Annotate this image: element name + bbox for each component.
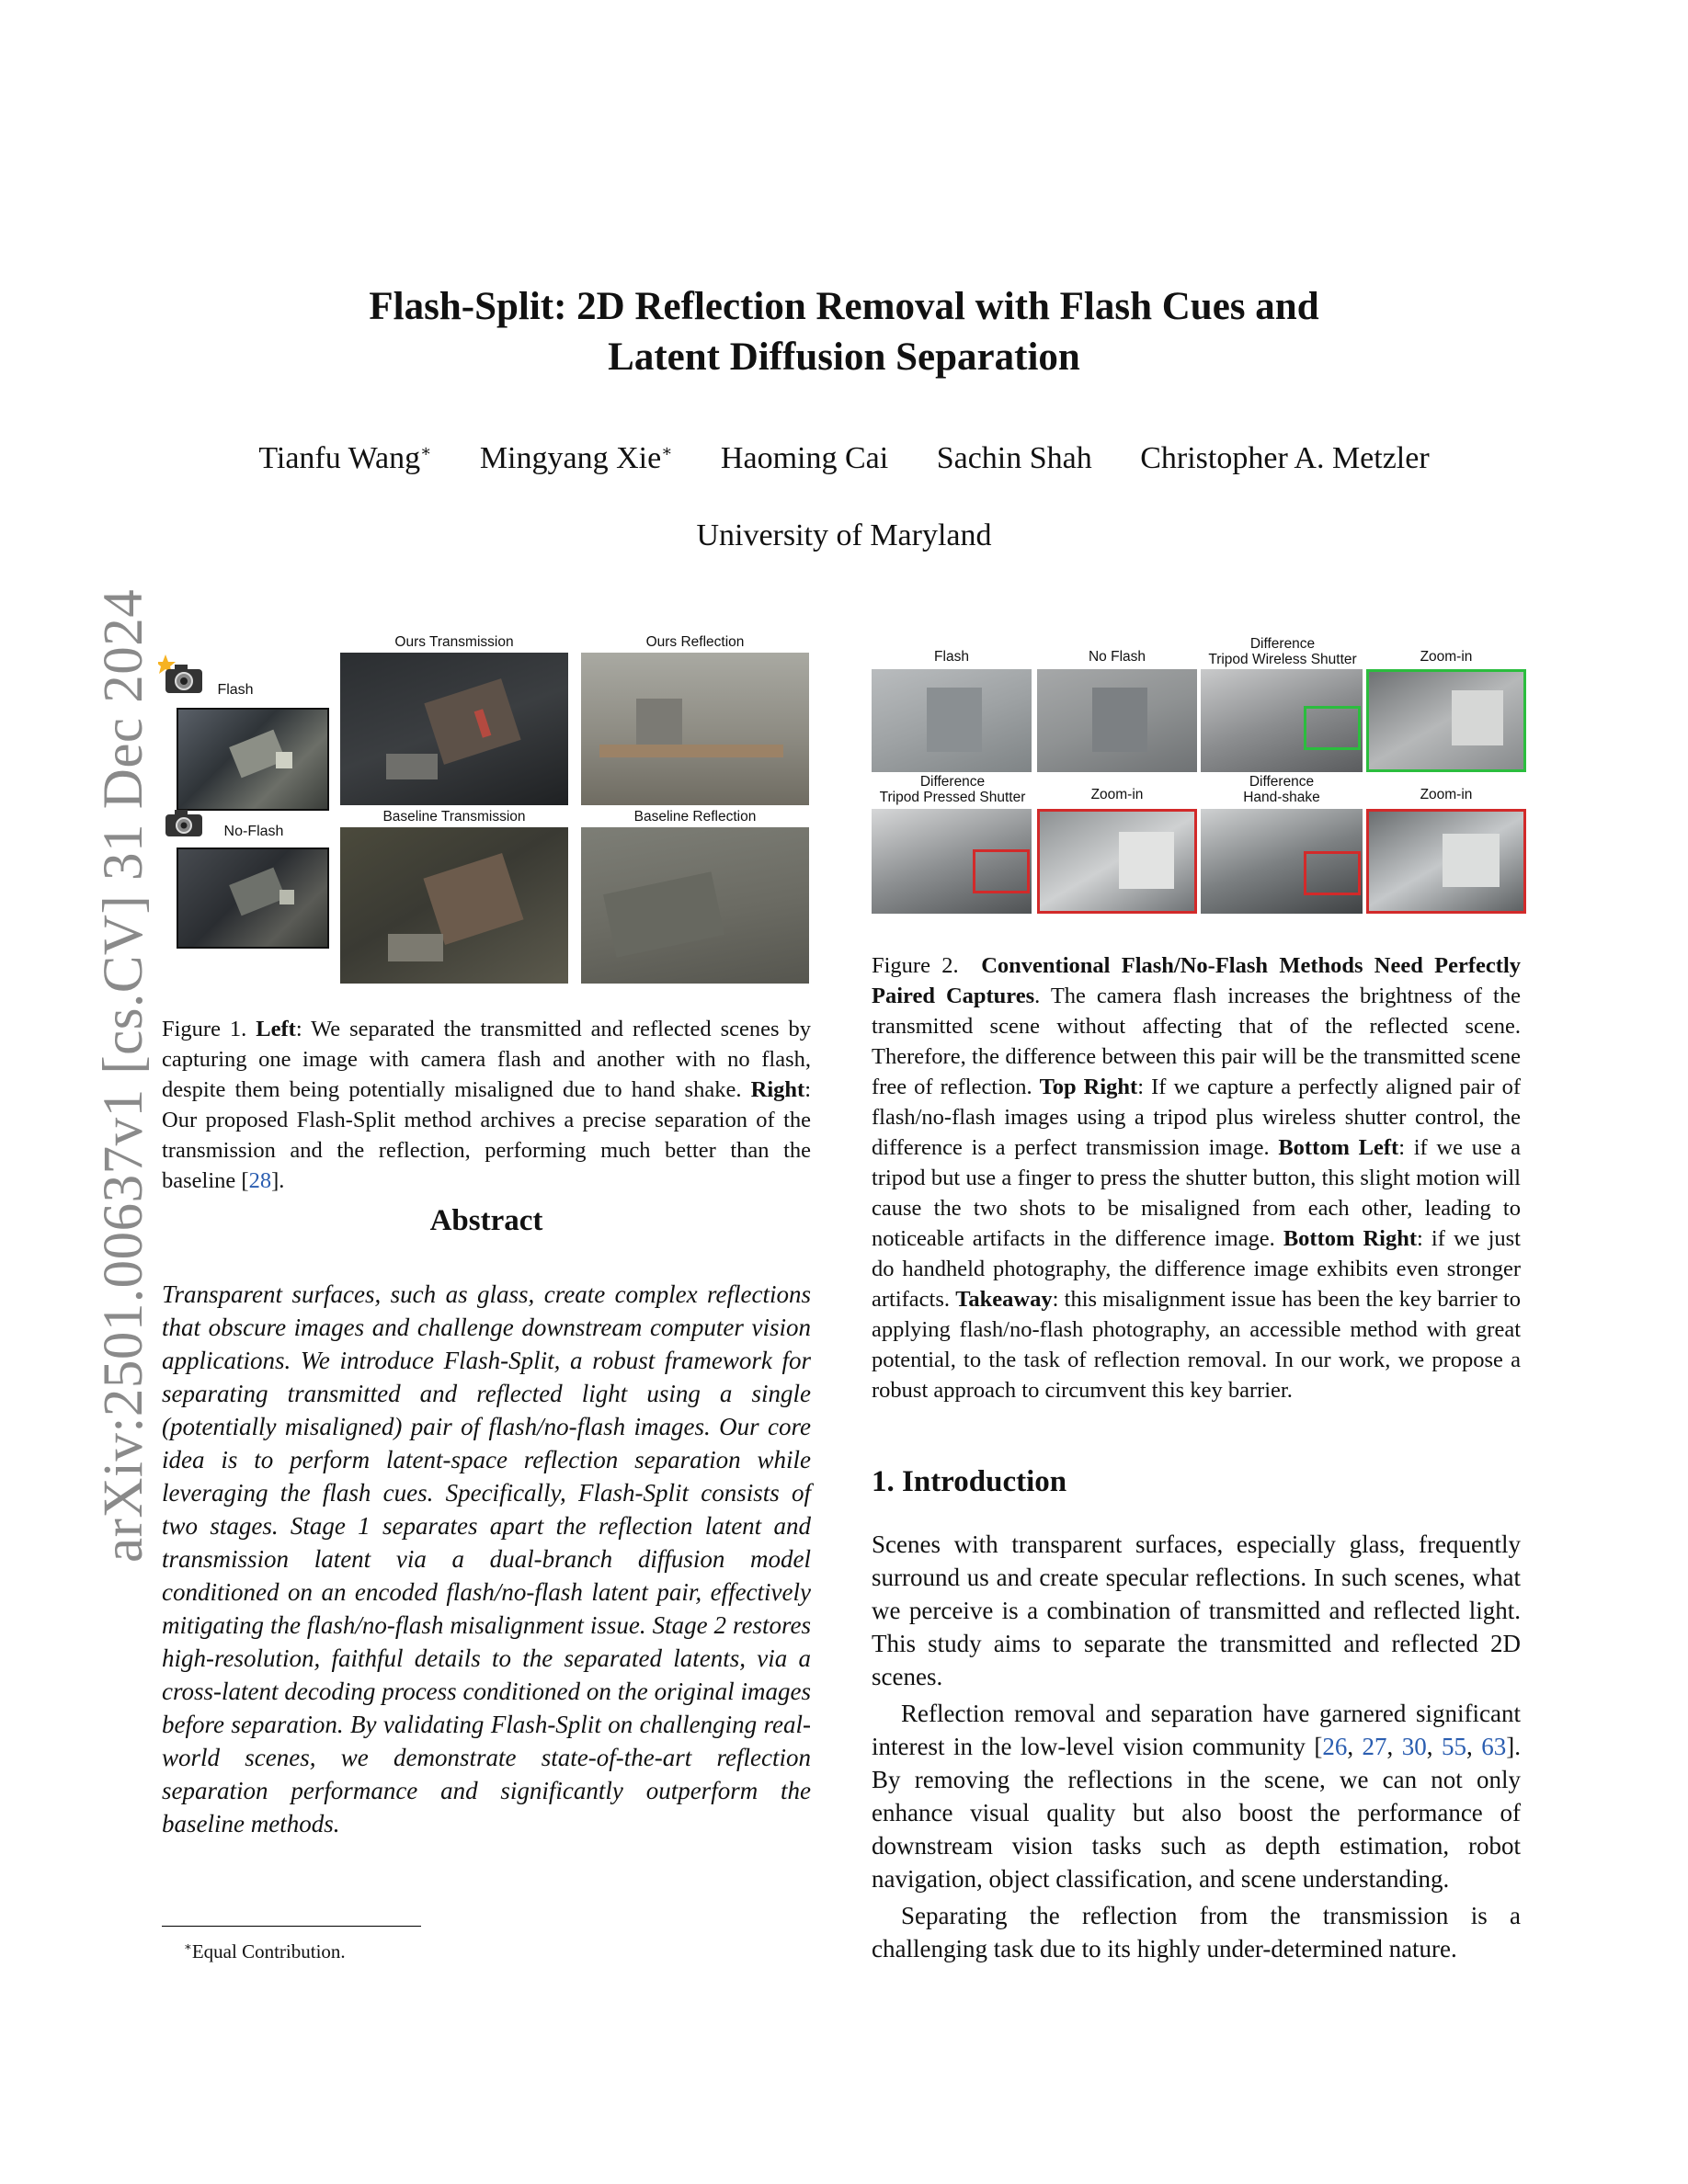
- image-detail: [279, 890, 294, 904]
- figure-2: [872, 634, 1526, 919]
- ours-transmission-image: [340, 653, 568, 805]
- zoom-in-label: Zoom-in: [1420, 787, 1473, 802]
- image-detail: [636, 699, 682, 745]
- image-detail: [424, 678, 520, 765]
- zoom-region-box: [973, 849, 1030, 893]
- figure-2-caption: [872, 950, 1521, 1405]
- ours-transmission-label: Ours Transmission: [394, 634, 514, 650]
- caption-text: : if we use a tripod but use a finger to press the shutter button, this slight motion will cause the two shots to be misaligned from each other, leading to noticeable artifacts in the difference image.: [872, 1135, 1522, 1251]
- image-detail: [1443, 834, 1500, 887]
- ours-reflection-image: [581, 653, 809, 805]
- footnote: [184, 1939, 346, 1963]
- abstract-heading: Abstract: [429, 1204, 543, 1237]
- image-detail: [603, 871, 724, 957]
- zoom-in-handshake-image: [1366, 809, 1526, 914]
- zoom-in-label: Zoom-in: [1090, 787, 1144, 802]
- caption-text: ].: [271, 1168, 285, 1193]
- introduction-body: [872, 1528, 1521, 1965]
- baseline-reflection-label: Baseline Reflection: [633, 809, 757, 825]
- footnote-mark: ∗: [184, 1939, 192, 1953]
- zoom-region-box: [1304, 851, 1361, 895]
- footnote-rule: [162, 1926, 421, 1927]
- citation-link[interactable]: 28: [248, 1168, 272, 1193]
- image-detail: [927, 688, 982, 752]
- paper-title: [184, 281, 1504, 382]
- citation-link[interactable]: 26: [1322, 1733, 1348, 1760]
- caption-text: : this misalignment issue has been the key barrier to applying flash/no-flash photography, an accessible method with great potential, to the task of reflection removal. In our work, we propose a robust approach to circumvent this key barrier.: [872, 1287, 1522, 1403]
- zoom-in-wireless-image: [1366, 669, 1526, 772]
- affiliation: University of Maryland: [696, 518, 992, 552]
- image-detail: [423, 853, 523, 945]
- diff-wireless-image: [1201, 669, 1363, 772]
- caption-title: Conventional Flash/No-Flash Methods Need Perfectly Paired Captures: [872, 953, 1522, 1008]
- author: Tianfu Wang∗: [258, 441, 432, 475]
- zoom-in-pressed-image: [1037, 809, 1197, 914]
- image-detail: [1452, 690, 1503, 745]
- camera-flash-icon: [158, 653, 206, 697]
- citation-link[interactable]: 27: [1362, 1733, 1387, 1760]
- flash-label: Flash: [934, 649, 969, 665]
- camera-noflash-icon: [164, 809, 204, 838]
- image-detail: [1092, 688, 1147, 752]
- image-detail: [599, 745, 783, 757]
- baseline-reflection-image: [581, 827, 809, 984]
- image-detail: [276, 752, 292, 768]
- author: Haoming Cai: [720, 441, 889, 475]
- baseline-transmission-label: Baseline Transmission: [382, 809, 526, 825]
- abstract-text: Transparent surfaces, such as glass, create complex reflections that obscure images and challenge downstream computer vision applications. We introduce Flash-Split, a robust framework for separating transmitted and reflected light using a single (potentially misaligned) pair of flash/no-flash images. Our core idea is to perform latent-space reflection separation while leveraging the flash cues. Specifically, Flash-Split consists of two stages. Stage 1 separates apart the reflection latent and transmission latent via a dual-branch diffusion model conditioned on an encoded flash/no-flash latent pair, effectively mitigating the flash/no-flash misalignment issue. Stage 2 restores high-resolution, faithful details to the separated latents, via a cross-latent decoding process conditioned on the original images before separation. By validating Flash-Split on challenging real-world scenes, we demonstrate state-of-the-art reflection separation performance and significantly outperform the baseline methods.: [162, 1280, 811, 1837]
- author: Sachin Shah: [936, 441, 1092, 475]
- ours-reflection-label: Ours Reflection: [645, 634, 745, 650]
- citation-link[interactable]: 30: [1401, 1733, 1427, 1760]
- title-line-1: Flash-Split: 2D Reflection Removal with Flash Cues and: [369, 285, 1319, 328]
- diff-pressed-image: [872, 809, 1032, 914]
- author: Christopher A. Metzler: [1140, 441, 1430, 475]
- intro-paragraph: Separating the reflection from the transmission is a challenging task due to its highly under-determined nature.: [872, 1902, 1521, 1962]
- caption-prefix: Figure 2.: [872, 953, 959, 978]
- diff-wireless-label: Difference Tripod Wireless Shutter: [1208, 636, 1357, 667]
- figure-1: [156, 634, 818, 993]
- no-flash-image: [1037, 669, 1197, 772]
- figure-1-caption: [162, 1014, 811, 1196]
- author: Mingyang Xie∗: [479, 441, 673, 475]
- no-flash-label: No-Flash: [223, 824, 284, 839]
- image-detail: [386, 754, 438, 779]
- title-line-2: Latent Diffusion Separation: [608, 336, 1080, 379]
- diff-handshake-image: [1201, 809, 1363, 914]
- caption-bold: Right: [750, 1077, 805, 1102]
- no-flash-label: No Flash: [1088, 649, 1146, 665]
- diff-handshake-label: Difference Hand-shake: [1243, 774, 1320, 805]
- baseline-transmission-image: [340, 827, 568, 984]
- caption-bold: Bottom Left: [1278, 1135, 1399, 1160]
- caption-bold: Left: [256, 1017, 296, 1041]
- citation-link[interactable]: 55: [1442, 1733, 1467, 1760]
- image-detail: [229, 868, 286, 916]
- caption-prefix: Figure 1.: [162, 1017, 247, 1041]
- zoom-in-label: Zoom-in: [1420, 649, 1473, 665]
- intro-paragraph: Reflection removal and separation have garnered significant interest in the low-level vision community [26, 27, 30, 55, 63]. By removing the reflections in the scene, we can not only enhance visual quality but also boost the performance of downstream vision tasks such as depth estimation, robot navigation, object classification, and scene understanding.: [872, 1700, 1521, 1893]
- flash-label: Flash: [217, 682, 254, 698]
- caption-bold: Bottom Right: [1283, 1226, 1418, 1251]
- arxiv-stamp: [0, 533, 154, 1563]
- caption-bold: Takeaway: [955, 1287, 1053, 1312]
- author-list: [184, 441, 1504, 476]
- no-flash-input-image: [177, 847, 329, 949]
- introduction-heading: 1. Introduction: [872, 1465, 1067, 1498]
- caption-text: : if we just do handheld photography, the difference image exhibits even stronger artifacts.: [872, 1226, 1521, 1312]
- flash-input-image: [177, 708, 329, 811]
- caption-text: : Our proposed Flash-Split method archives a precise separation of the transmission and the reflection, performing much better than the baseline [: [162, 1077, 812, 1193]
- diff-pressed-label: Difference Tripod Pressed Shutter: [879, 774, 1026, 805]
- image-detail: [1119, 832, 1174, 889]
- zoom-region-box: [1304, 706, 1361, 750]
- caption-text: : We separated the transmitted and reflected scenes by capturing one image with camera flash and another with no flash, despite them being potentially misaligned due to hand shake.: [162, 1017, 811, 1102]
- intro-paragraph: Scenes with transparent surfaces, especially glass, frequently surround us and create specular reflections. In such scenes, what we perceive is a combination of transmitted and reflected light. This study aims to separate the transmitted and reflected 2D scenes.: [872, 1530, 1521, 1690]
- caption-text: . The camera flash increases the brightness of the transmitted scene without affecting that of the reflected scene. Therefore, the difference between this pair will be the transmitted scene free of reflection.: [872, 984, 1521, 1099]
- flash-image: [872, 669, 1032, 772]
- caption-bold: Top Right: [1039, 1075, 1138, 1099]
- caption-text: : If we capture a perfectly aligned pair of flash/no-flash images using a tripod plus wireless shutter control, the difference is a perfect transmission image.: [872, 1075, 1521, 1160]
- image-detail: [388, 934, 443, 961]
- footnote-text: Equal Contribution.: [191, 1940, 346, 1962]
- arxiv-id: arXiv:2501.00637v1 [cs.CV] 31 Dec 2024: [93, 588, 154, 1563]
- citation-link[interactable]: 63: [1481, 1733, 1507, 1760]
